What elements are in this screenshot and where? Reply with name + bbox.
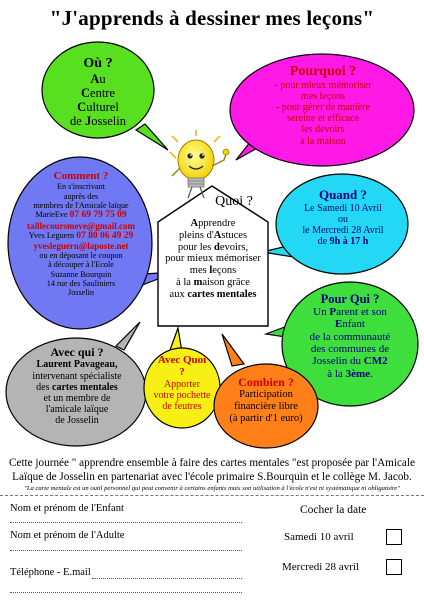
pourquoi-line-2: mes leçons xyxy=(300,90,346,102)
ou-line-3 xyxy=(52,100,144,114)
ou-line-4 xyxy=(52,114,144,128)
avecqui-heading: Avec qui ? xyxy=(50,345,104,359)
combien-text xyxy=(218,376,314,425)
quoi-a-2: pleins d' xyxy=(178,229,214,241)
quand-heading: Quand ? xyxy=(318,187,368,202)
pourquoi-text xyxy=(248,64,398,147)
pourqui-line-2 xyxy=(288,318,412,330)
footnote: "La carte mentale est un outil personnel qui peut convenir à certains enfants mais son utilisation à l'école n'est ni systématique ni obligatoire" xyxy=(24,485,400,492)
pourqui-initial-e: E xyxy=(335,318,343,331)
quoi-rest-5: eçons xyxy=(212,265,237,276)
comment-line-3: membres de l'Amicale laïque xyxy=(33,200,129,210)
enfant-label: Nom et prénom de l'Enfant xyxy=(10,503,124,514)
comment-line-1: En s'inscrivant xyxy=(56,182,106,192)
avecqui-line-5: l'amicale laïque xyxy=(45,404,109,416)
avecqui-line-4: et un membre de xyxy=(43,393,111,404)
ou-rest-2: entre xyxy=(90,85,115,100)
avecqui-line-3 xyxy=(14,382,140,393)
avecquoi-line-2: votre pochette xyxy=(153,389,211,401)
comment-phone-1: 07 69 79 75 09 xyxy=(69,209,127,220)
enfant-field[interactable] xyxy=(10,522,242,523)
comment-name-1: MarieEve xyxy=(35,209,70,219)
samedi-checkbox[interactable] xyxy=(386,529,402,545)
ou-line-2 xyxy=(52,86,144,100)
quoi-initial-2: A xyxy=(213,229,222,241)
pourqui-line-4: des communes de xyxy=(310,342,390,355)
pourqui-a-1: Un xyxy=(313,306,330,318)
ou-heading: Où ? xyxy=(83,56,113,71)
ou-rest-4: osselin xyxy=(91,113,126,128)
combien-heading: Combien ? xyxy=(238,375,294,389)
avecquoi-line-1: Apporter xyxy=(163,378,201,390)
avecqui-a-3: des xyxy=(36,381,53,393)
comment-line-8: ou en déposant le coupon xyxy=(39,251,123,261)
adulte-field[interactable] xyxy=(10,550,242,551)
quand-bold-4: 9h à 17 h xyxy=(329,236,369,248)
quand-line-2: ou xyxy=(338,213,348,225)
tel-label: Téléphone - E.mail xyxy=(10,567,91,578)
ou-initial-j: J xyxy=(84,113,92,128)
quoi-a-5: mes xyxy=(189,265,210,276)
combien-bubble-tail xyxy=(222,334,244,366)
samedi-label: Samedi 10 avril xyxy=(284,531,354,543)
pourqui-b-2: nfant xyxy=(342,318,365,331)
avecquoi-text xyxy=(146,354,218,412)
avecqui-line-6: de Josselin xyxy=(55,415,99,427)
comment-line-6 xyxy=(14,231,148,242)
quoi-rest-1: pprendre xyxy=(198,218,236,229)
tel-field-2[interactable] xyxy=(10,592,242,593)
quoi-initial-3: d xyxy=(214,241,220,253)
quoi-rest-6: aison grâce xyxy=(202,276,250,288)
avecqui-text xyxy=(14,346,140,427)
quoi-a-7: aux xyxy=(169,288,188,300)
quand-line-1: Le Samedi 10 Avril xyxy=(304,202,382,214)
ou-rest-1: u xyxy=(99,71,106,86)
quoi-initial-6: m xyxy=(193,276,203,288)
comment-line-12: Josselin xyxy=(68,288,94,298)
pourqui-heading: Pour Qui ? xyxy=(320,292,380,306)
pourqui-b-1: arent et son xyxy=(336,306,387,318)
avecquoi-heading: Avec Quoi ? xyxy=(157,354,207,379)
quand-line-4 xyxy=(280,236,406,247)
pourquoi-line-5: les devoirs xyxy=(301,124,345,136)
combien-line-3: (à partir d'1 euro) xyxy=(229,412,303,424)
cocher-label: Cocher la date xyxy=(300,504,367,516)
pourquoi-line-6: à la maison xyxy=(300,135,346,147)
avecqui-line-2: intervenant spécialiste xyxy=(32,370,122,382)
pourqui-bold-6: 3ème xyxy=(345,367,370,380)
ou-bubble xyxy=(136,124,168,150)
pourquoi-line-3: - pour gérer de manière xyxy=(276,102,370,114)
quoi-rest-2: stuces xyxy=(221,229,248,241)
quoi-bold-7: cartes mentales xyxy=(187,288,257,300)
comment-phone-2: 07 80 06 49 29 xyxy=(76,230,134,241)
comment-email-1[interactable]: taillecoursmeve@gmail.com xyxy=(26,220,136,231)
pourqui-a-6: à la xyxy=(327,367,346,380)
adulte-label: Nom et prénom de l'Adulte xyxy=(10,530,125,541)
quoi-heading: Quoi ? xyxy=(215,194,253,209)
quoi-line-5 xyxy=(156,265,270,277)
pourqui-text xyxy=(288,292,412,380)
tel-field[interactable] xyxy=(92,578,242,579)
page-title: "J'apprends à dessiner mes leçons" xyxy=(49,6,375,30)
pourquoi-line-4: sereine et efficace xyxy=(287,113,359,125)
ou-prefix-4: de xyxy=(70,113,85,128)
comment-heading: Comment ? xyxy=(53,170,109,182)
quoi-line-7 xyxy=(156,289,270,301)
ou-rest-3: ulturel xyxy=(86,99,119,114)
quoi-initial-5: l xyxy=(209,265,213,276)
pourquoi-heading: Pourquoi ? xyxy=(289,64,357,79)
combien-line-1: Participation xyxy=(239,389,293,401)
pourqui-line-1 xyxy=(288,306,412,318)
comment-line-9: à découper à l'Ecole xyxy=(48,260,114,270)
quoi-line-4: pour mieux mémoriser xyxy=(165,253,261,265)
quand-a-4: de xyxy=(317,236,330,248)
avecqui-bold-3: cartes mentales xyxy=(52,381,118,393)
ou-text xyxy=(52,56,144,128)
quand-line-3: le Mercredi 28 Avril xyxy=(302,224,384,236)
quoi-rest-3: evoirs, xyxy=(219,241,249,253)
comment-line-4 xyxy=(14,210,148,221)
comment-text xyxy=(14,170,148,297)
quoi-line-3 xyxy=(156,242,270,254)
comment-line-10: Suzanne Bourquin xyxy=(50,269,112,279)
quoi-a-3: pour les xyxy=(177,241,215,253)
quand-text xyxy=(280,188,406,247)
quoi-line-6 xyxy=(156,277,270,289)
pourqui-c-6: . xyxy=(370,367,373,380)
lightbulb-mascot-icon xyxy=(170,130,229,198)
ou-initial-c2: C xyxy=(77,99,87,114)
cut-line xyxy=(0,495,424,496)
intro-paragraph: Cette journée " apprendre ensemble à faire des cartes mentales "est proposée par l'Amicale Laïque de Josselin en partenariat avec l'école primaire S.Bourquin et le collège M. Jacob. xyxy=(9,457,415,483)
comment-name-2: Yves Leguern xyxy=(28,230,77,240)
quoi-initial-1: A xyxy=(190,218,199,229)
combien-line-2: financière libre xyxy=(234,401,298,413)
avecqui-line-1: Laurent Pavageau, xyxy=(36,359,118,371)
ou-line-1 xyxy=(52,72,144,86)
pourqui-initial-p: P xyxy=(329,306,337,318)
comment-line-2: auprès des xyxy=(63,191,99,201)
mercredi-label: Mercredi 28 avril xyxy=(282,561,359,573)
pourqui-a-5: Josselin du xyxy=(312,355,364,368)
mercredi-checkbox[interactable] xyxy=(386,559,402,575)
quoi-line-2 xyxy=(156,230,270,242)
pourquoi-line-1: - pour mieux mémoriser xyxy=(274,79,372,91)
pourqui-line-5 xyxy=(288,355,412,367)
avecquoi-line-3: de feutres xyxy=(162,401,202,412)
quoi-a-6: à la xyxy=(176,276,194,288)
quoi-text xyxy=(156,218,270,300)
ou-initial-c: C xyxy=(80,85,91,100)
pourqui-line-3: de la communauté xyxy=(309,330,391,343)
ou-initial-a: A xyxy=(90,71,100,86)
quoi-line-1 xyxy=(156,218,270,230)
pourqui-bold-5: CM2 xyxy=(363,355,388,368)
comment-line-11: 14 rue des Sauliniers xyxy=(46,278,116,288)
comment-email-2[interactable]: yvesleguern@laposte.net xyxy=(33,241,129,252)
